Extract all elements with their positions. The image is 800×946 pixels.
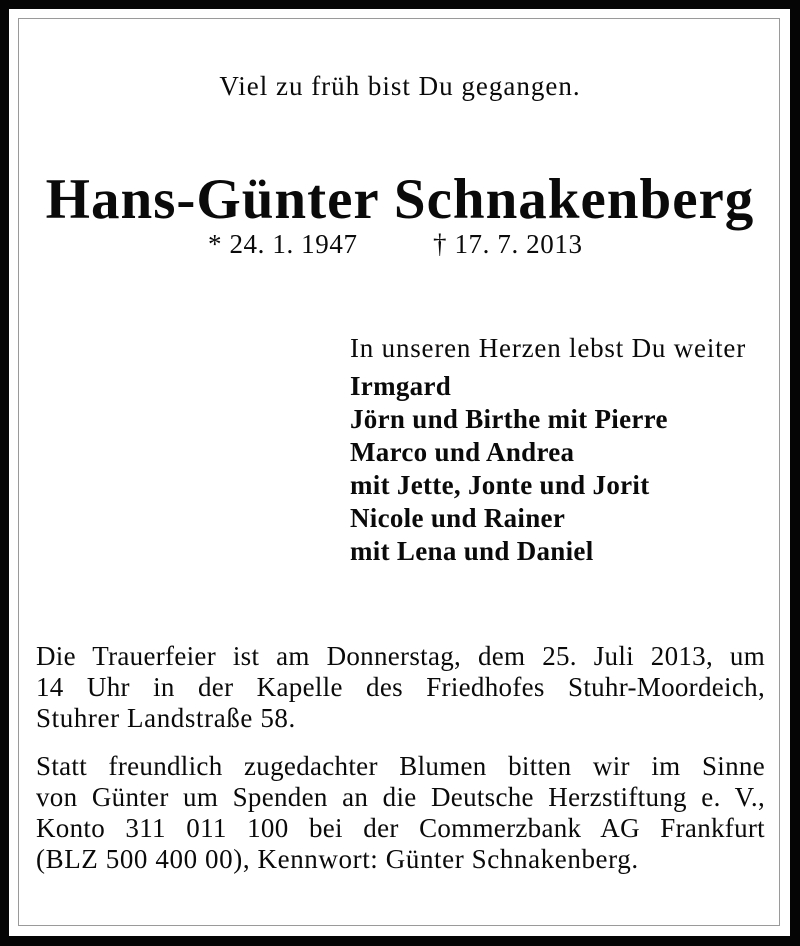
family-line: Nicole und Rainer: [350, 503, 566, 533]
signers-block: [350, 332, 746, 568]
family-line: mit Lena und Daniel: [350, 536, 594, 566]
signers-intro: In unseren Herzen lebst Du weiter: [350, 333, 747, 363]
paragraph-line: von Günter um Spenden an die Deutsche Herzstiftung e. V.,: [36, 782, 765, 812]
family-line: mit Jette, Jonte und Jorit: [350, 470, 650, 500]
death-date: † 17. 7. 2013: [433, 229, 583, 259]
paragraph-line: Die Trauerfeier ist am Donnerstag, dem 25. Juli 2013, um: [36, 641, 765, 671]
paragraph-line: 14 Uhr in der Kapelle des Friedhofes Stuhr-Moordeich,: [36, 672, 765, 702]
birth-date: * 24. 1. 1947: [208, 229, 358, 259]
motto: Viel zu früh bist Du gegangen.: [219, 71, 581, 101]
family-line: Marco und Andrea: [350, 437, 575, 467]
paragraph-line: Konto 311 011 100 bei der Commerzbank AG Frankfurt: [36, 813, 765, 843]
paragraph-line: Statt freundlich zugedachter Blumen bitten wir im Sinne: [36, 751, 765, 781]
family-line: Irmgard: [350, 371, 452, 401]
funeral-service-paragraph: [36, 641, 765, 734]
paragraph-line: Stuhrer Landstraße 58.: [36, 703, 296, 733]
paragraph-line: (BLZ 500 400 00), Kennwort: Günter Schnakenberg.: [36, 844, 639, 874]
donation-paragraph: [36, 751, 765, 875]
deceased-name: Hans-Günter Schnakenberg: [45, 168, 755, 231]
family-line: Jörn und Birthe mit Pierre: [350, 404, 668, 434]
